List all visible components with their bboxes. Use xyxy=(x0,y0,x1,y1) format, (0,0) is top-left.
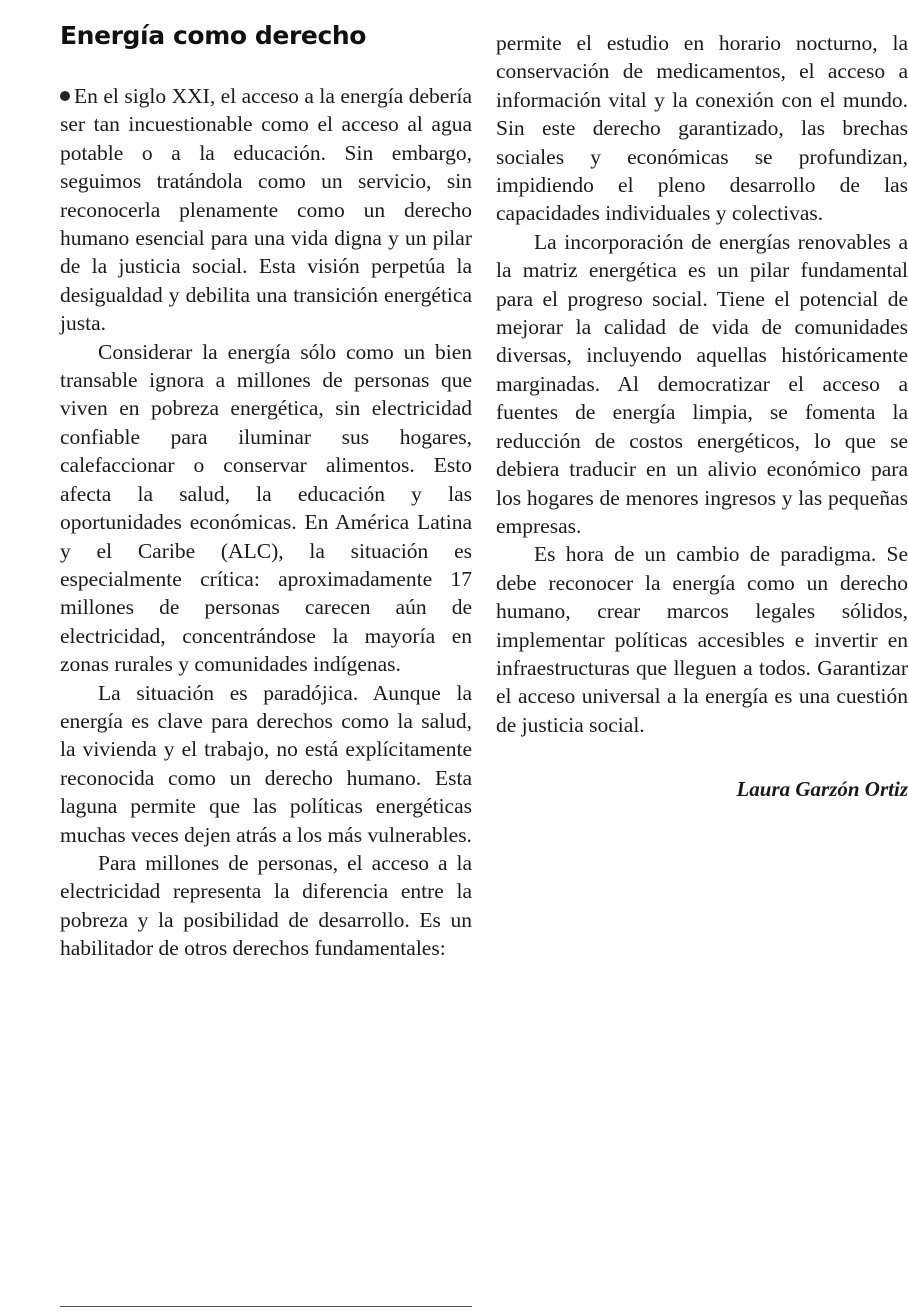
article-paragraph-4-continued: permite el estudio en horario nocturno, la conservación de medicamentos, el acceso a información vital y la conexión con el mundo. Sin este derecho garantizado, las brechas sociales y económicas se profundizan, impidiendo el pleno desarrollo de las capacidades individuales y colectivas. xyxy=(496,31,908,226)
article-paragraph-2: Considerar la energía sólo como un bien transable ignora a millones de personas que viven en pobreza energética, sin electricidad confiable para iluminar sus hogares, calefaccionar o conservar alimentos. Esto afecta la salud, la educación y las oportunidades económicas. En América Latina y el Caribe (ALC), la situación es especialmente crítica: aproximadamente 17 millones de personas carecen aún de electricidad, concentrándose la mayoría en zonas rurales y comunidades indígenas. xyxy=(60,339,472,677)
article-paragraph-4: Para millones de personas, el acceso a la electricidad representa la diferencia entre la pobreza y la posibilidad de desarrollo. Es un habilitador de otros derechos fundamentales: xyxy=(60,850,472,961)
article-column-left xyxy=(60,0,472,963)
article-column-right xyxy=(496,0,908,803)
article-paragraph-6: Es hora de un cambio de paradigma. Se debe reconocer la energía como un derecho humano, crear marcos legales sólidos, implementar políticas accesibles e invertir en infraestructuras que lleguen a todos. Garantizar el acceso universal a la energía es una cuestión de justicia social. xyxy=(496,542,908,737)
author-signature: Laura Garzón Ortiz xyxy=(736,777,908,802)
article-paragraph-5: La incorporación de energías renovables a la matriz energética es un pilar fundamental para el progreso social. Tiene el potencial de mejorar la calidad de vida de comunidades diversas, incluyendo aquellas históricamente marginadas. Al democratizar el acceso a fuentes de energía limpia, se fomenta la reducción de costos energéticos, lo que se debiera traducir en un alivio económico para los hogares de menores ingresos y las pequeñas empresas. xyxy=(496,229,908,538)
article-title: Energía como derecho xyxy=(60,21,367,50)
article-paragraph-1 xyxy=(60,82,472,338)
article-paragraph-1-text: En el siglo XXI, el acceso a la energía debería ser tan incuestionable como el acceso al agua potable o a la educación. Sin embargo, seguimos tratándola como un servicio, sin reconocerla plenamente como un derecho humano esencial para una vida digna y un pilar de la justicia social. Esta visión perpetúa la desigualdad y debilita una transición energética justa. xyxy=(60,84,472,336)
bullet-icon xyxy=(60,91,70,101)
bottom-divider xyxy=(60,1306,472,1307)
article-paragraph-3: La situación es paradójica. Aunque la energía es clave para derechos como la salud, la vivienda y el trabajo, no está explícitamente reconocida como un derecho humano. Esta laguna permite que las políticas energéticas muchas veces dejen atrás a los más vulnerables. xyxy=(60,680,472,847)
